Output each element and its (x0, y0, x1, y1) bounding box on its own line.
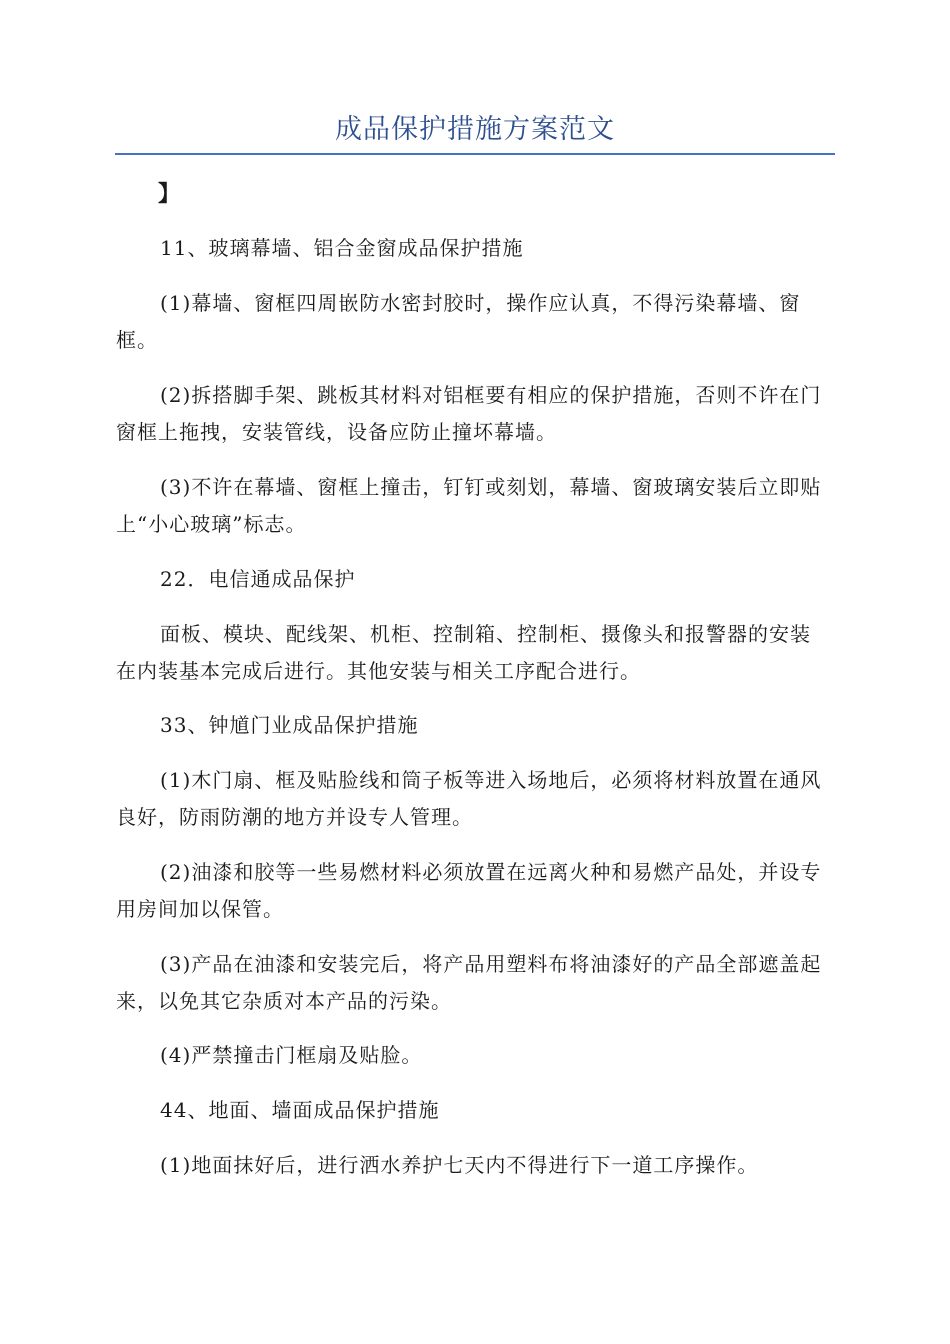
section-heading: 33、钟馗门业成品保护措施 (160, 713, 419, 737)
paragraph: (4)严禁撞击门框扇及贴脸。 (160, 1043, 423, 1067)
paragraph: 面板、模块、配线架、机柜、控制箱、控制柜、摄像头和报警器的安装在内装基本完成后进行。其他安装与相关工序配合进行。 (116, 622, 811, 683)
section-heading: 44、地面、墙面成品保护措施 (160, 1098, 440, 1122)
paragraph: (3)产品在油漆和安装完后，将产品用塑料布将油漆好的产品全部遮盖起来，以免其它杂质对本产品的污染。 (116, 952, 822, 1013)
section-bracket: 】 (158, 181, 182, 207)
section-heading: 11、玻璃幕墙、铝合金窗成品保护措施 (160, 236, 524, 260)
paragraph: (2)拆搭脚手架、跳板其材料对铝框要有相应的保护措施，否则不许在门窗框上拖拽，安装管线，设备应防止撞坏幕墙。 (116, 383, 822, 444)
title-underline (115, 153, 835, 155)
paragraph: (1)幕墙、窗框四周嵌防水密封胶时，操作应认真，不得污染幕墙、窗框。 (116, 291, 801, 352)
paragraph: (3)不许在幕墙、窗框上撞击，钉钉或刻划，幕墙、窗玻璃安装后立即贴上“小心玻璃”标志。 (116, 475, 822, 536)
paragraph: (2)油漆和胶等一些易燃材料必须放置在远离火种和易燃产品处，并设专用房间加以保管。 (116, 860, 822, 921)
paragraph: (1)木门扇、框及贴脸线和筒子板等进入场地后，必须将材料放置在通风良好，防雨防潮的地方并设专人管理。 (116, 768, 822, 829)
document-title: 成品保护措施方案范文 (335, 114, 615, 145)
section-heading: 22．电信通成品保护 (160, 567, 356, 591)
paragraph: (1)地面抹好后，进行洒水养护七天内不得进行下一道工序操作。 (160, 1153, 759, 1177)
